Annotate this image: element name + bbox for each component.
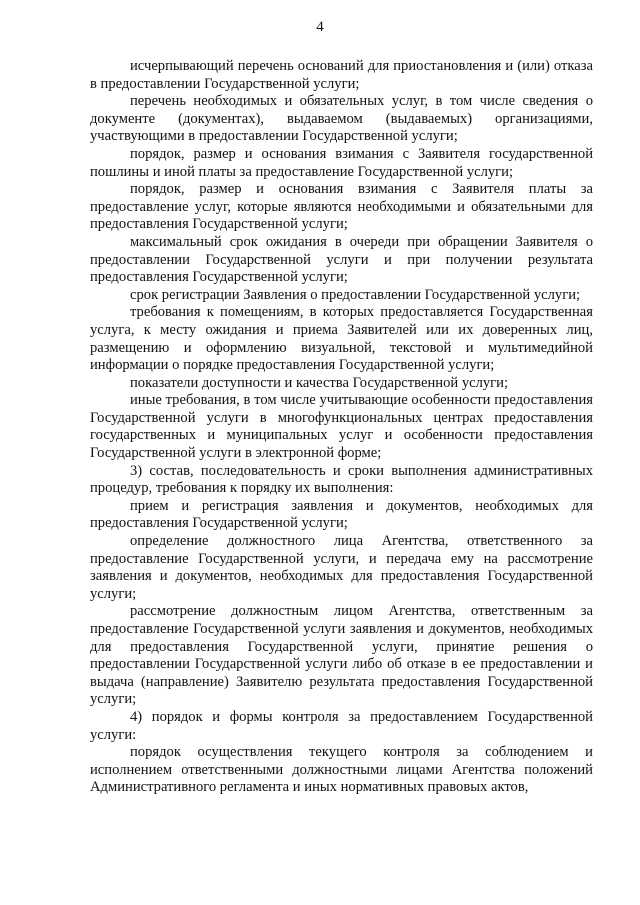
paragraph: 4) порядок и формы контроля за предоставлением Государственной услуги: bbox=[90, 708, 593, 743]
paragraph: 3) состав, последовательность и сроки выполнения административных процедур, требования к порядку их выполнения: bbox=[90, 462, 593, 497]
paragraph: иные требования, в том числе учитывающие особенности предоставления Государственной услуги в многофункциональных центрах предоставления государственных и муниципальных услуг и особенности предоставления Государственной услуги в электронной форме; bbox=[90, 392, 593, 462]
paragraph: порядок, размер и основания взимания с Заявителя государственной пошлины и иной платы за предоставление Государственной услуги; bbox=[90, 145, 593, 180]
paragraph: требования к помещениям, в которых предоставляется Государственная услуга, к месту ожидания и приема Заявителей или их доверенных лиц, размещению и оформлению визуальной, текстовой и мультимедийной информации о порядке предоставления Государственной услуги; bbox=[90, 304, 593, 374]
paragraph: перечень необходимых и обязательных услуг, в том числе сведения о документе (документах), выдаваемом (выдаваемых) организациями, участвующими в предоставлении Государственной услуги; bbox=[90, 93, 593, 145]
paragraph: определение должностного лица Агентства, ответственного за предоставление Государственной услуги, и передача ему на рассмотрение заявления и документов, необходимых для предоставления Государственной услуги; bbox=[90, 533, 593, 602]
paragraph: срок регистрации Заявления о предоставлении Государственной услуги; bbox=[130, 286, 581, 303]
paragraph: прием и регистрация заявления и документов, необходимых для предоставления Государственной услуги; bbox=[90, 497, 593, 532]
paragraph: исчерпывающий перечень оснований для приостановления и (или) отказа в предоставлении Государственной услуги; bbox=[90, 58, 593, 92]
paragraph: показатели доступности и качества Государственной услуги; bbox=[130, 374, 509, 391]
document-body bbox=[90, 58, 593, 797]
paragraph: рассмотрение должностным лицом Агентства, ответственным за предоставление Государственной услуги заявления и документов, необходимых для предоставления Государственной услуги, принятие решения о предоставлении Государственной услуги либо об отказе в ее предоставлении и выдача (направление) Заявителю результата предоставления Государственной услуги; bbox=[90, 603, 593, 708]
page-number: 4 bbox=[316, 19, 324, 35]
paragraph: порядок, размер и основания взимания с Заявителя платы за предоставление услуг, которые являются необходимыми и обязательными для предоставления Государственной услуги; bbox=[90, 181, 593, 233]
paragraph: порядок осуществления текущего контроля за соблюдением и исполнением ответственными должностными лицами Агентства положений Административного регламента и иных нормативных правовых актов, bbox=[90, 744, 593, 796]
paragraph: максимальный срок ожидания в очереди при обращении Заявителя о предоставлении Государственной услуги и при получении результата предоставления Государственной услуги; bbox=[90, 233, 593, 286]
